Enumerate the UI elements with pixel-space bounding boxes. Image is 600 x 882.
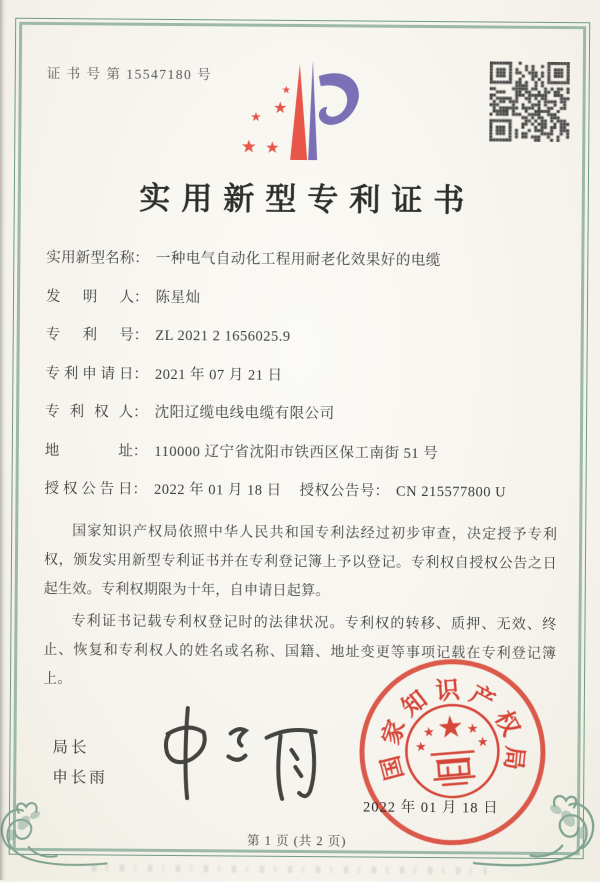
field-value: 沈阳辽缆电线电缆有限公司 bbox=[154, 404, 335, 423]
scan-edge-shadow bbox=[0, 0, 6, 880]
field-value: 2021 年 07 月 21 日 bbox=[154, 366, 283, 384]
field-label: 发明人 bbox=[45, 288, 135, 306]
footer-page-number: 第 1 页 (共 2 页) bbox=[246, 833, 347, 849]
field-grant-row bbox=[44, 477, 561, 505]
field-patentee: 专利权人 ： 沈阳辽缆电线电缆有限公司 bbox=[45, 400, 562, 428]
legal-paragraph-1: 国家知识产权局依照中华人民共和国专利法经过初步审查，决定授予专利权，颁发实用新型专利证书并在专利登记簿上予以登记。专利权自授权公告之日起生效。专利权期限为十年，自申请日起算。 bbox=[43, 524, 558, 600]
field-patent-number: 专利号 ： ZL 2021 2 1656025.9 bbox=[46, 323, 563, 351]
field-label: 实用新型名称 bbox=[46, 250, 135, 267]
field-label: 专利申请日 bbox=[45, 365, 134, 383]
qr-code bbox=[489, 61, 570, 142]
certificate-number: 证 书 号 第 15547180 号 bbox=[46, 66, 213, 83]
logo-stars bbox=[242, 85, 290, 153]
bleed-through-marks bbox=[92, 864, 487, 874]
field-list bbox=[44, 246, 563, 520]
seal-character: 局 bbox=[499, 744, 528, 772]
seal-character: 权 bbox=[489, 706, 524, 741]
corner-floral-ornament-left bbox=[0, 801, 110, 877]
field-value: 110000 辽宁省沈阳市铁西区保工南街 51 号 bbox=[154, 443, 439, 462]
field-patent-name: 实用新型名称 ： 一种电气自动化工程用耐老化效果好的电缆 bbox=[46, 246, 563, 274]
signer-name: 申长雨 bbox=[52, 769, 108, 787]
seal-character: 产 bbox=[465, 681, 499, 716]
seal-character: 知 bbox=[397, 686, 433, 722]
field-value: 一种电气自动化工程用耐老化效果好的电缆 bbox=[155, 250, 441, 270]
seal-date: 2022 年 01 月 18 日 bbox=[362, 799, 499, 817]
field-label: 地址 bbox=[44, 442, 133, 460]
field-value: 2022 年 01 月 18 日 bbox=[153, 481, 282, 499]
field-label: 专利号 bbox=[45, 327, 134, 344]
field-label: 专利权人 bbox=[45, 403, 134, 421]
field-grant-date: 授权公告日 ： 2022 年 01 月 18 日 bbox=[44, 477, 299, 503]
field-filing-date: 专利申请日 ： 2021 年 07 月 21 日 bbox=[45, 361, 562, 389]
seal-character: 国 bbox=[377, 752, 410, 783]
field-inventor: 发明人 ： 陈星灿 bbox=[46, 285, 563, 313]
handwritten-signature-icon bbox=[129, 702, 335, 804]
field-label: 授权公告日 bbox=[44, 480, 133, 498]
signer-title: 局长 bbox=[52, 739, 90, 757]
legal-paragraph-2: 专利证书记载专利权登记时的法律状况。专利权的转移、质押、无效、终止、恢复和专利权人的姓名或名称、国籍、地址变更等事项记载在专利登记簿上。 bbox=[42, 614, 557, 688]
cnipa-logo-icon bbox=[236, 55, 367, 168]
signer-block bbox=[52, 733, 108, 793]
seal-character: 识 bbox=[434, 677, 461, 706]
field-value: CN 215577800 U bbox=[395, 483, 507, 501]
field-address: 地址 ： 110000 辽宁省沈阳市铁西区保工南街 51 号 bbox=[45, 438, 562, 466]
field-value: 陈星灿 bbox=[155, 289, 201, 306]
certificate-title: 实用新型专利证书 bbox=[139, 180, 476, 219]
field-value: ZL 2021 2 1656025.9 bbox=[155, 327, 291, 345]
seal-character: 家 bbox=[378, 717, 411, 749]
field-label: 授权公告号 bbox=[299, 482, 375, 500]
field-grant-number: 授权公告号 ： CN 215577800 U bbox=[299, 479, 561, 505]
